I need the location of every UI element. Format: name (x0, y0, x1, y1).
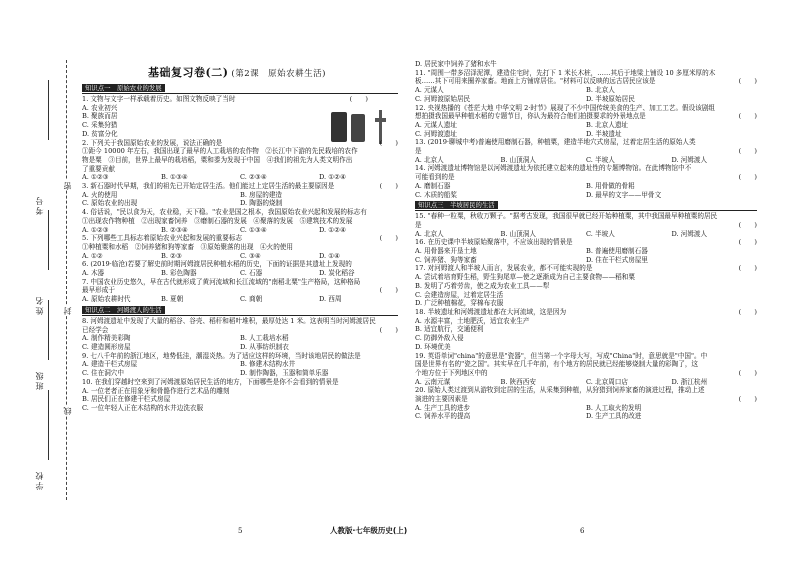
question: 19. 英语单词"china"的意思是"瓷器"，但当第一个字母大写，写成"China"时，意思就是"中国"。中 (415, 351, 708, 360)
name-field-line (48, 210, 49, 270)
section-heading: 知识点一 原始农业的发展 (82, 84, 165, 92)
question: 6. (2019·临沧)若要了解史前时期河姆渡居民种植水稻的历史，下面的证据是其遗址上发现的 (82, 260, 352, 269)
id-label: 考号 (35, 195, 44, 215)
question-text: 是 ( ) (415, 147, 757, 156)
options-row: A. 磨制石器 B. 用骨做的骨耜 (415, 181, 635, 190)
options-row: C. 原始农业的出现 D. 陶器的烧制 (82, 199, 283, 208)
options-row: A. 火的使用 B. 房屋的建造 (82, 190, 283, 199)
seal-mark: 线 (63, 405, 72, 415)
question-text: 最早形成于 ( ) (82, 286, 398, 295)
question-text: 板……其下可用来圈养家畜。地面上方铺席居住。"材料可以反映的远古居民应该是 ( ) (415, 77, 757, 86)
options-row: A. 北京人 B. 山顶洞人 C. 半坡人 D. 河姆渡人 (415, 155, 708, 164)
question: 20. 原始人类过渡到从游牧到定居的生活，从采集到种植，从狩猎到饲养家畜的演进过程，推动上述 (415, 386, 705, 395)
binding-strip (4, 60, 74, 500)
question: 7. 中国农业历史悠久，早在古代就形成了黄河流域和长江流域的"南稻北粟"生产格局，这种格局 (82, 277, 361, 286)
option: A. 水源丰富，土地肥沃，适宜农业生产 (415, 316, 530, 325)
question-text: 国是世界有名的"瓷之国"。其实早在几千年前，有个地方的居民就已经能够烧制大量的彩陶了，这 (415, 360, 699, 369)
options-row: A. 用骨器来开垦土地 B. 普遍使用磨制石器 (415, 247, 648, 256)
question: 3. 新石器时代早期，我们的祖先已开始定居生活。他们能过上定居生活的最主要原因是 ( ) (82, 182, 398, 191)
option: D. 贫富分化 (82, 129, 118, 138)
question: 10. 在我们穿越时空来到了河姆渡原始居民生活的地方，下面哪些是你不会看到的情景是 (82, 377, 339, 386)
seal-mark: 封 (63, 305, 72, 315)
section-heading: 知识点二 河姆渡人的生活 (82, 306, 165, 314)
title-main: 基础复习卷(二) (148, 66, 229, 79)
options-row: C. 饲养水平的提高 D. 生产工具的改进 (415, 412, 642, 421)
question: 17. 对河姆渡人和半坡人而言，发展农业，都不可能实现的是 ( ) (415, 264, 757, 273)
question-text: 已经学会 ( ) (82, 325, 398, 334)
question-text: 想拍摄我国最早种植水稻的专题节目，你认为最符合他们拍摄要求的外景地点是 ( ) (415, 112, 757, 121)
options-row: A. 北京人 B. 山顶洞人 C. 半坡人 D. 河姆渡人 (415, 229, 708, 238)
page-title (148, 64, 326, 80)
options-row: C. 河姆渡遗址 D. 半坡遗址 (415, 129, 622, 138)
name-label: 姓名 (35, 295, 44, 315)
option: D. 广泛种植棉花，穿棉布衣服 (415, 299, 504, 308)
options-row: C. 河姆渡原始居民 D. 半坡原始居民 (415, 94, 635, 103)
options-row: C. 饲养猪、狗等家畜 D. 住在干栏式房屋里 (415, 255, 648, 264)
seal-line (66, 60, 67, 500)
option: C. 防御外敌入侵 (415, 334, 464, 343)
left-column (82, 82, 398, 413)
options-row: A. ①② B. ②③ C. ③④ D. ①④ (82, 251, 341, 260)
question: 15. "春种一粒粟，秋收万颗子。"据考古发现，我国很早就已经开始种植粟，其中我国最早种植粟的居民 (415, 212, 718, 221)
id-field-line (48, 80, 49, 140)
question-text: 物是粟 ③目前，世界上最早的栽培稻，粟和黍为发现于中国 ④我们的祖先为人类文明作出 (82, 155, 353, 164)
options-row: A. 元谋人 B. 北京人 (415, 86, 615, 95)
question-text: ①距今 10000 年左右，我国出现了最早的人工栽培的农作物 ②长江中下游的先民栽培的农作 (82, 147, 358, 156)
options-row: A. 制作精美彩陶 B. 人工栽培水稻 (82, 334, 289, 343)
options-row: C. 住在洞穴中 D. 制作陶器，玉器和简单乐器 (82, 369, 329, 378)
question: 18. 半坡遗址和河姆渡遗址都在大河流域，这是因为 ( ) (415, 307, 757, 316)
question-text: 了重要贡献 (82, 164, 115, 173)
question-text: 个地方位于下列地区中的 ( ) (415, 368, 757, 377)
options-row: A. 木器 B. 彩色陶器 C. 石器 D. 炭化稻谷 (82, 269, 355, 278)
options-row: A. 原始农耕时代 B. 夏朝 C. 商朝 D. 西周 (82, 295, 342, 304)
school-label: 学校 (35, 470, 44, 490)
question: 13. (2019·聊城中考)普遍使用磨制石器，种植粟，建造半地穴式房屋，过着定居生活的原始人类 (415, 138, 696, 147)
option: D. 居民家中饲养了猪和水牛 (415, 60, 497, 68)
option: C. 一位年轻人正在木结构的水井边洗衣服 (82, 403, 204, 412)
question: 12. 央视热播的《苍茫大地 中华文明 2·时节》展现了不少中国传统美食的生产、加工工艺。假设该剧组 (415, 103, 716, 112)
question: 8. 河姆渡遗址中发现了大量的稻谷、谷壳、稻秆和稻叶堆积，最厚处达 1 米。这表明当时河姆渡居民 (82, 316, 376, 325)
option: C. 采集狩猎 (82, 121, 118, 130)
option: A. 尝试着培育野生稻，野生狗尾草—使之逐渐成为自己主要食物——稻和粟 (415, 273, 635, 282)
question: 14. 河姆渡遗址博物馆是以河姆渡遗址为依托建立起来的遗址性的专题博物馆。在此博物馆中不 (415, 164, 692, 173)
option: C. 会建造房屋，过着定居生活 (415, 290, 504, 299)
question: 4. 俗话说，"民以食为天，农业稳，天下稳。"农业是国之根本，我国原始农业兴起和发展的标志有 (82, 208, 367, 217)
question: 9. 七八千年前的浙江地区，地势低洼，潮湿炎热。为了适应这样的环境，当时该地居民的做法是 (82, 351, 361, 360)
section-heading: 知识点三 半坡居民的生活 (415, 201, 498, 209)
options-row: C. 建造圆形房屋 D. 从事纺织制衣 (82, 342, 289, 351)
option: A. 一位老者正在用象牙和骨骼作进行艺术品的雕刻 (82, 386, 230, 395)
option: B. 发明了巧着劳齿，使之成为农业工具——犁 (415, 281, 550, 290)
question: 2. 下列关于我国原始农业的发展，说法正确的是 ( ) (82, 138, 398, 147)
question: 11. "周围一带多沼泽泥潭，建造住宅时，先打下 1 米长木桩，……其后于地梁上铺设 10 多厘米厚的木 (415, 68, 716, 77)
options-row: A. ①②③ B. ②③④ C. ①③④ D. ①②④ (82, 225, 346, 234)
question: 16. 在历史课中半坡原始聚落中，不应该出现的情景是 ( ) (415, 238, 757, 247)
option: D. 环境优美 (415, 342, 451, 351)
question: 5. 下列哪些工具标志着原始农业兴起和发展的重要标志 ( ) (82, 234, 398, 243)
question-text: 是 ( ) (415, 220, 757, 229)
option: B. 聚族而居 (82, 112, 118, 121)
right-column (415, 60, 757, 421)
question-text: ①出现农作物种植 ②出现家畜饲养 ③磨制石器的发展 ④聚落的发展 ⑤建筑技术的发展 (82, 216, 353, 225)
options-row: C. 木质的船桨 D. 最早的文字——甲骨文 (415, 190, 662, 199)
class-label: 班级 (35, 370, 44, 390)
question-text: 可能看到的是 ( ) (415, 173, 757, 182)
school-field-line (48, 390, 49, 460)
page-number-left: 5 (238, 527, 243, 535)
seal-mark: 密 (63, 180, 72, 190)
question-text: ①种植粟和水稻 ②饲养猪和狗等家畜 ③原始聚落的出现 ④火的使用 (82, 242, 293, 251)
options-row: A. ①②③ B. ①③④ C. ②③④ D. ①②④ (82, 173, 346, 182)
page-number-right: 6 (580, 527, 585, 535)
option: B. 居民们正在修建干栏式房屋 (82, 395, 171, 404)
options-row: A. 生产工具的进步 B. 人工取火的发明 (415, 403, 642, 412)
options-row: A. 云南元谋 B. 陕西西安 C. 北京周口店 D. 浙江杭州 (415, 377, 708, 386)
class-field-line (48, 300, 49, 360)
edition-label: 人教版·七年级历史(上) (330, 526, 408, 535)
title-sub: (第2课 原始农耕生活) (231, 69, 326, 79)
question: 1. 文物与文字一样承载着历史。如图文物反映了当时 ( ) (82, 95, 368, 103)
option: A. 农业初兴 (82, 103, 118, 112)
options-row: A. 元谋人遗址 B. 北京人遗址 (415, 120, 629, 129)
question-text: 演进的主要因素是 ( ) (415, 395, 757, 404)
options-row: A. 建造干栏式房屋 B. 修建木结构水井 (82, 360, 296, 369)
option: B. 适宜航行，交通便利 (415, 325, 484, 334)
